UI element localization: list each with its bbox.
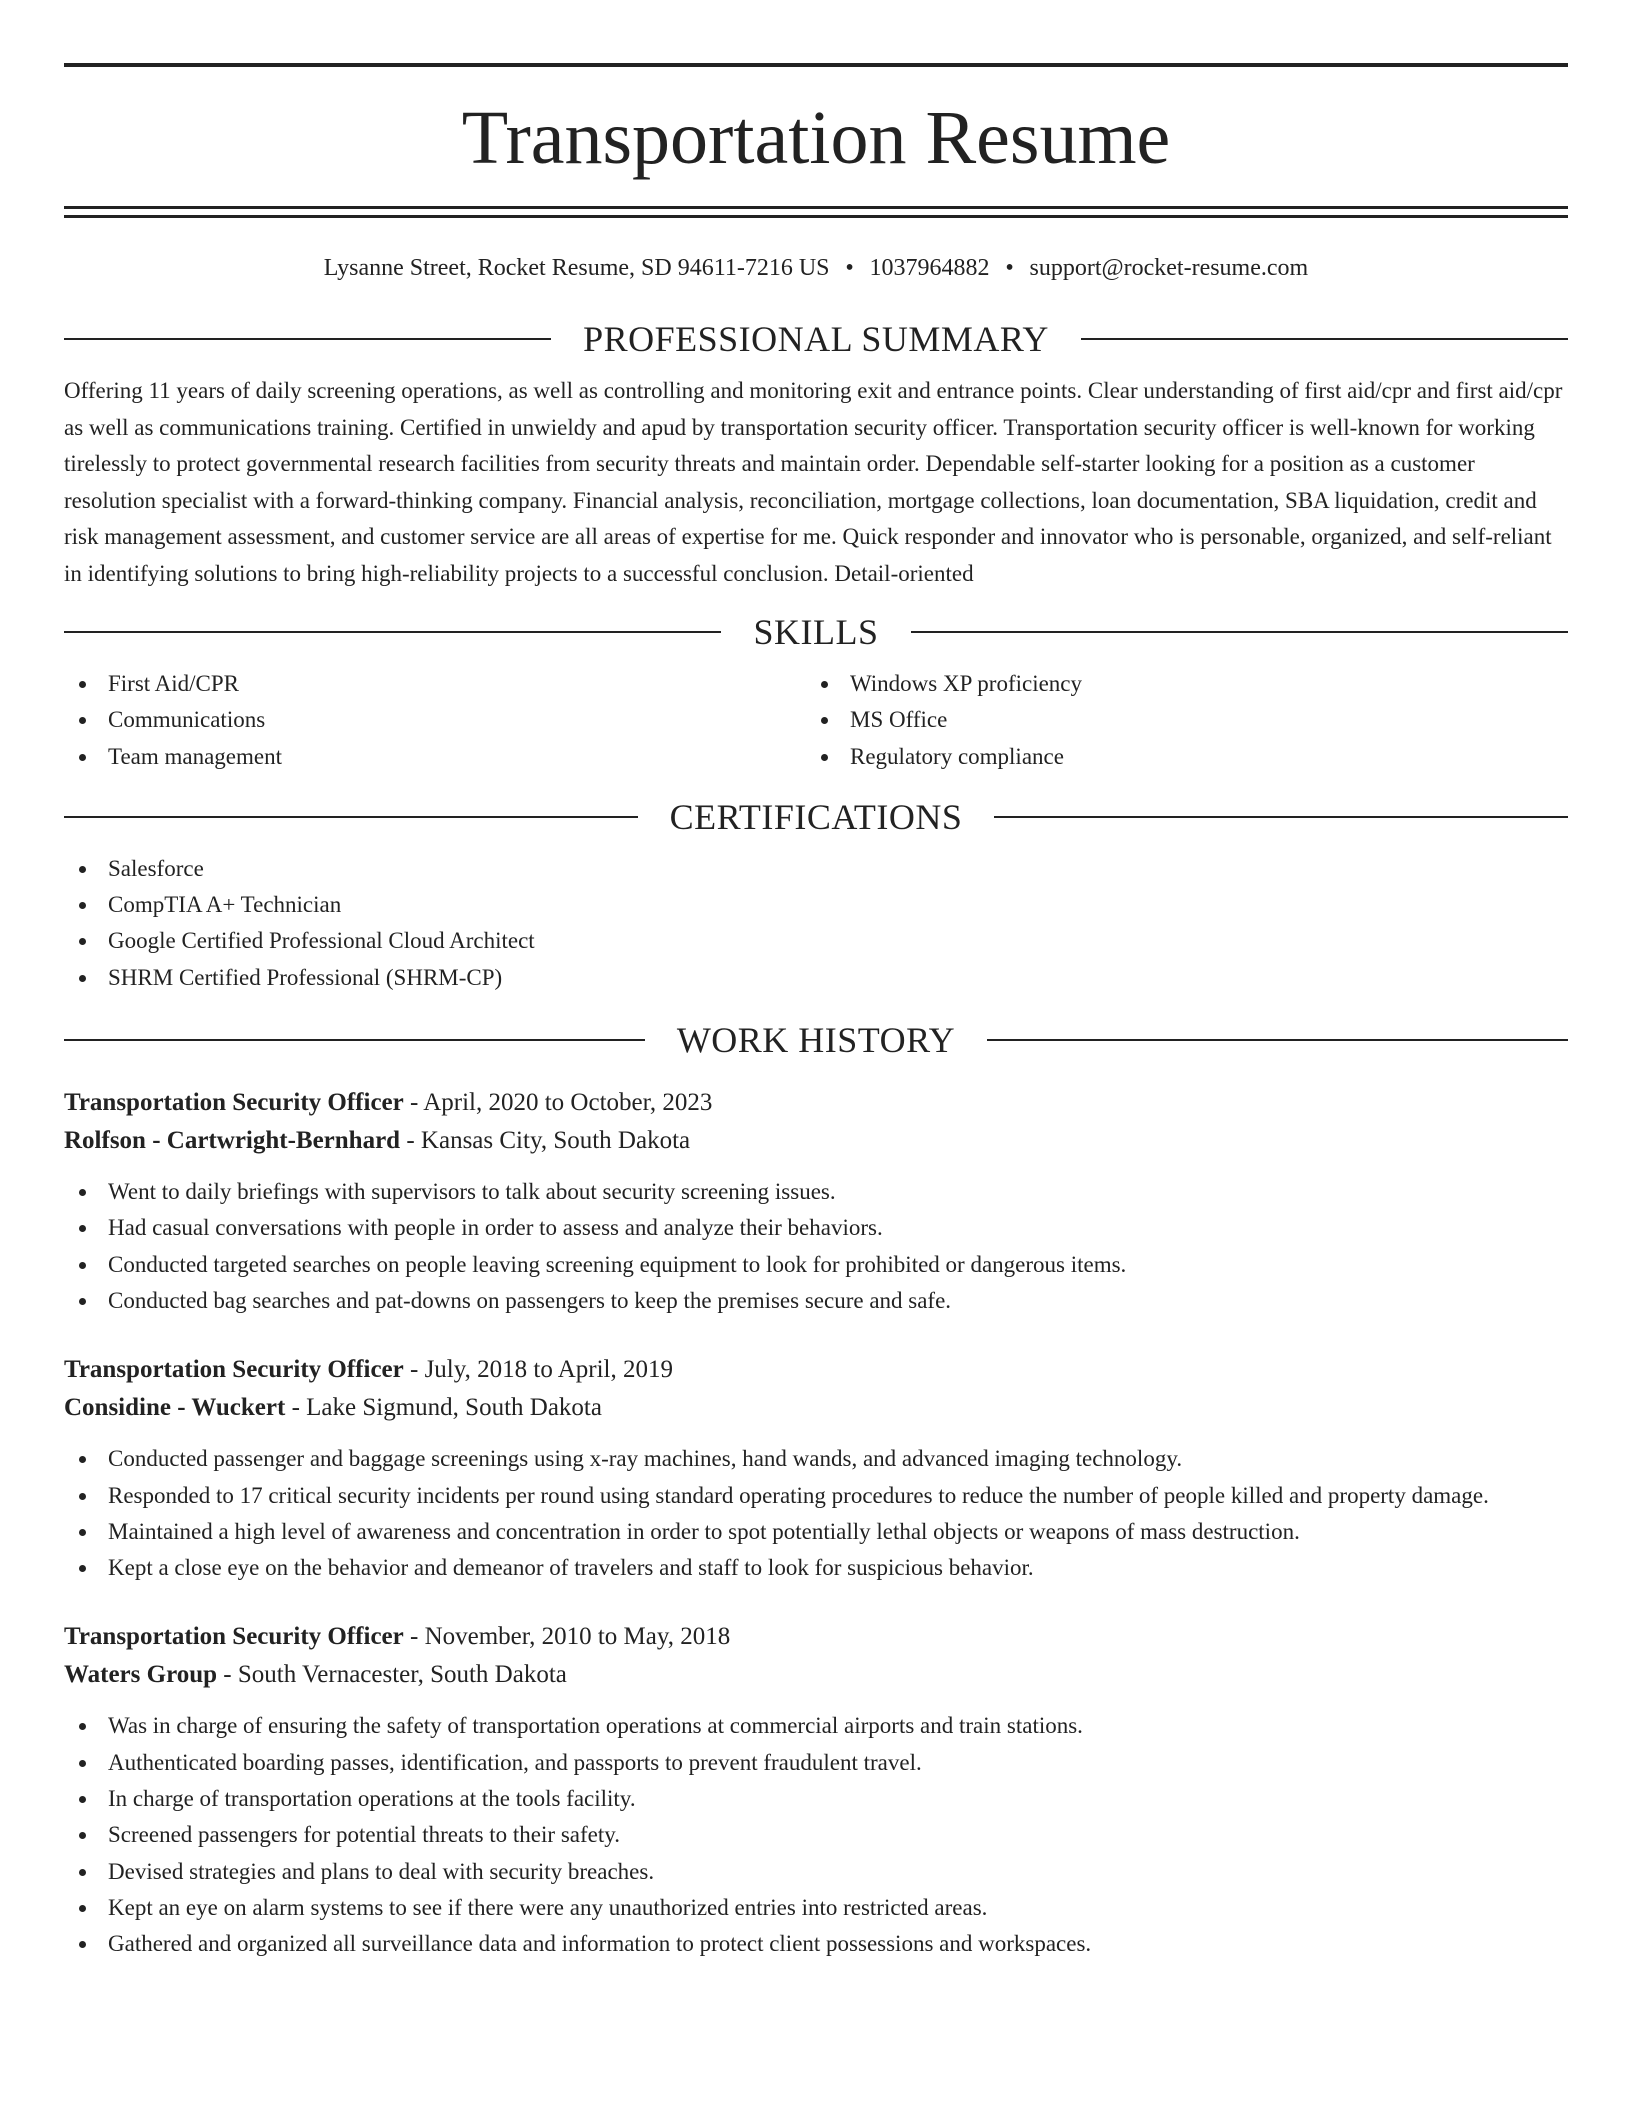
job-location: Kansas City, South Dakota xyxy=(420,1127,691,1155)
job-entry xyxy=(64,1084,1568,1319)
job-bullet: In charge of transportation operations at the tools facility. xyxy=(64,1781,1568,1817)
section-heading-work-history xyxy=(64,1020,1568,1060)
contact-email: support@rocket-resume.com xyxy=(1029,255,1309,281)
job-bullet: Kept an eye on alarm systems to see if there were any unauthorized entries into restricted areas. xyxy=(64,1890,1568,1926)
job-title-line: Transportation Security Officer - April, 2020 to October, 2023 xyxy=(64,1089,713,1117)
section-heading-certifications xyxy=(64,797,1568,837)
top-rule xyxy=(64,63,1568,67)
job-dates: April, 2020 to October, 2023 xyxy=(423,1089,713,1117)
skill-item: Communications xyxy=(64,702,806,738)
job-company-line: Rolfson - Cartwright-Bernhard - Kansas City, South Dakota xyxy=(64,1127,691,1155)
title-rule-lower xyxy=(64,215,1568,218)
job-dates: July, 2018 to April, 2019 xyxy=(424,1356,673,1384)
title-rule-upper xyxy=(64,206,1568,209)
job-bullet-list xyxy=(64,1708,1568,1962)
job-bullet: Was in charge of ensuring the safety of transportation operations at commercial airports and train stations. xyxy=(64,1708,1568,1744)
certifications-list xyxy=(64,851,1568,996)
skills-list-left xyxy=(64,666,806,775)
job-bullet: Maintained a high level of awareness and concentration in order to spot potentially lethal objects or weapons of mass destruction. xyxy=(64,1514,1568,1550)
contact-line xyxy=(64,253,1568,283)
section-title: PROFESSIONAL SUMMARY xyxy=(551,319,1081,359)
job-bullet: Conducted bag searches and pat-downs on passengers to keep the premises secure and safe. xyxy=(64,1283,1568,1319)
job-title-line: Transportation Security Officer - July, 2018 to April, 2019 xyxy=(64,1356,673,1384)
job-bullet: Gathered and organized all surveillance data and information to protect client possessions and workspaces. xyxy=(64,1926,1568,1962)
job-bullet: Responded to 17 critical security incidents per round using standard operating procedures to reduce the number of people killed and property damage. xyxy=(64,1478,1568,1514)
section-heading-skills xyxy=(64,612,1568,652)
job-location: South Vernacester, South Dakota xyxy=(237,1661,567,1689)
contact-separator: • xyxy=(1005,255,1014,281)
job-bullet: Devised strategies and plans to deal with security breaches. xyxy=(64,1854,1568,1890)
summary-text: Offering 11 years of daily screening operations, as well as controlling and monitoring exit and entrance points. Clear understanding of first aid/cpr and first aid/cpr as well as communications training. Certified in unwieldy and apud by transportation security officer. Transportation security officer is well-known for working tirelessly to protect governmental research facilities from security threats and maintain order. Dependable self-starter looking for a position as a customer resolution specialist with a forward-thinking company. Financial analysis, reconciliation, mortgage collections, loan documentation, SBA liquidation, credit and risk management assessment, and customer service are all areas of expertise for me. Quick responder and innovator who is personable, organized, and self-reliant in identifying solutions to bring high-reliability projects to a successful conclusion. Detail-oriented xyxy=(64,378,1563,586)
skill-item: Windows XP proficiency xyxy=(806,666,1548,702)
resume-title: Transportation Resume xyxy=(461,96,1171,180)
section-title: WORK HISTORY xyxy=(645,1020,987,1060)
section-heading-summary xyxy=(64,319,1568,359)
resume-page xyxy=(64,0,1568,1963)
job-company-line: Waters Group - South Vernacester, South Dakota xyxy=(64,1661,567,1689)
skill-item: First Aid/CPR xyxy=(64,666,806,702)
skill-item: Team management xyxy=(64,739,806,775)
contact-address: Lysanne Street, Rocket Resume, SD 94611-7216 US xyxy=(323,255,830,281)
job-title: Transportation Security Officer xyxy=(64,1356,404,1384)
job-bullet: Authenticated boarding passes, identification, and passports to prevent fraudulent travel. xyxy=(64,1745,1568,1781)
job-entry xyxy=(64,1618,1568,1962)
job-location: Lake Sigmund, South Dakota xyxy=(306,1394,602,1422)
job-dates: November, 2010 to May, 2018 xyxy=(424,1623,731,1651)
job-company-line: Considine - Wuckert - Lake Sigmund, South Dakota xyxy=(64,1394,602,1422)
certification-item: Salesforce xyxy=(64,851,1568,887)
contact-separator: • xyxy=(845,255,854,281)
job-title: Transportation Security Officer xyxy=(64,1089,404,1117)
job-bullet: Went to daily briefings with supervisors to talk about security screening issues. xyxy=(64,1174,1568,1210)
job-company: Considine - Wuckert xyxy=(64,1394,286,1422)
job-bullet-list xyxy=(64,1441,1568,1586)
job-bullet: Conducted passenger and baggage screenings using x-ray machines, hand wands, and advanced imaging technology. xyxy=(64,1441,1568,1477)
skill-item: Regulatory compliance xyxy=(806,739,1548,775)
job-company: Waters Group xyxy=(64,1661,218,1689)
skill-item: MS Office xyxy=(806,702,1548,738)
skills-grid xyxy=(64,666,1568,775)
job-title-line: Transportation Security Officer - November, 2010 to May, 2018 xyxy=(64,1623,731,1651)
job-company: Rolfson - Cartwright-Bernhard xyxy=(64,1127,401,1155)
contact-phone: 1037964882 xyxy=(869,255,990,281)
job-bullet: Had casual conversations with people in order to assess and analyze their behaviors. xyxy=(64,1210,1568,1246)
job-bullet: Kept a close eye on the behavior and demeanor of travelers and staff to look for suspicious behavior. xyxy=(64,1550,1568,1586)
job-title: Transportation Security Officer xyxy=(64,1623,404,1651)
skills-list-right xyxy=(806,666,1548,775)
section-title: SKILLS xyxy=(721,612,910,652)
job-bullet: Screened passengers for potential threats to their safety. xyxy=(64,1817,1568,1853)
certification-item: SHRM Certified Professional (SHRM-CP) xyxy=(64,960,1568,996)
job-bullet: Conducted targeted searches on people leaving screening equipment to look for prohibited or dangerous items. xyxy=(64,1247,1568,1283)
certification-item: Google Certified Professional Cloud Architect xyxy=(64,923,1568,959)
job-bullet-list xyxy=(64,1174,1568,1319)
section-title: CERTIFICATIONS xyxy=(638,797,995,837)
job-entry xyxy=(64,1351,1568,1586)
certification-item: CompTIA A+ Technician xyxy=(64,887,1568,923)
